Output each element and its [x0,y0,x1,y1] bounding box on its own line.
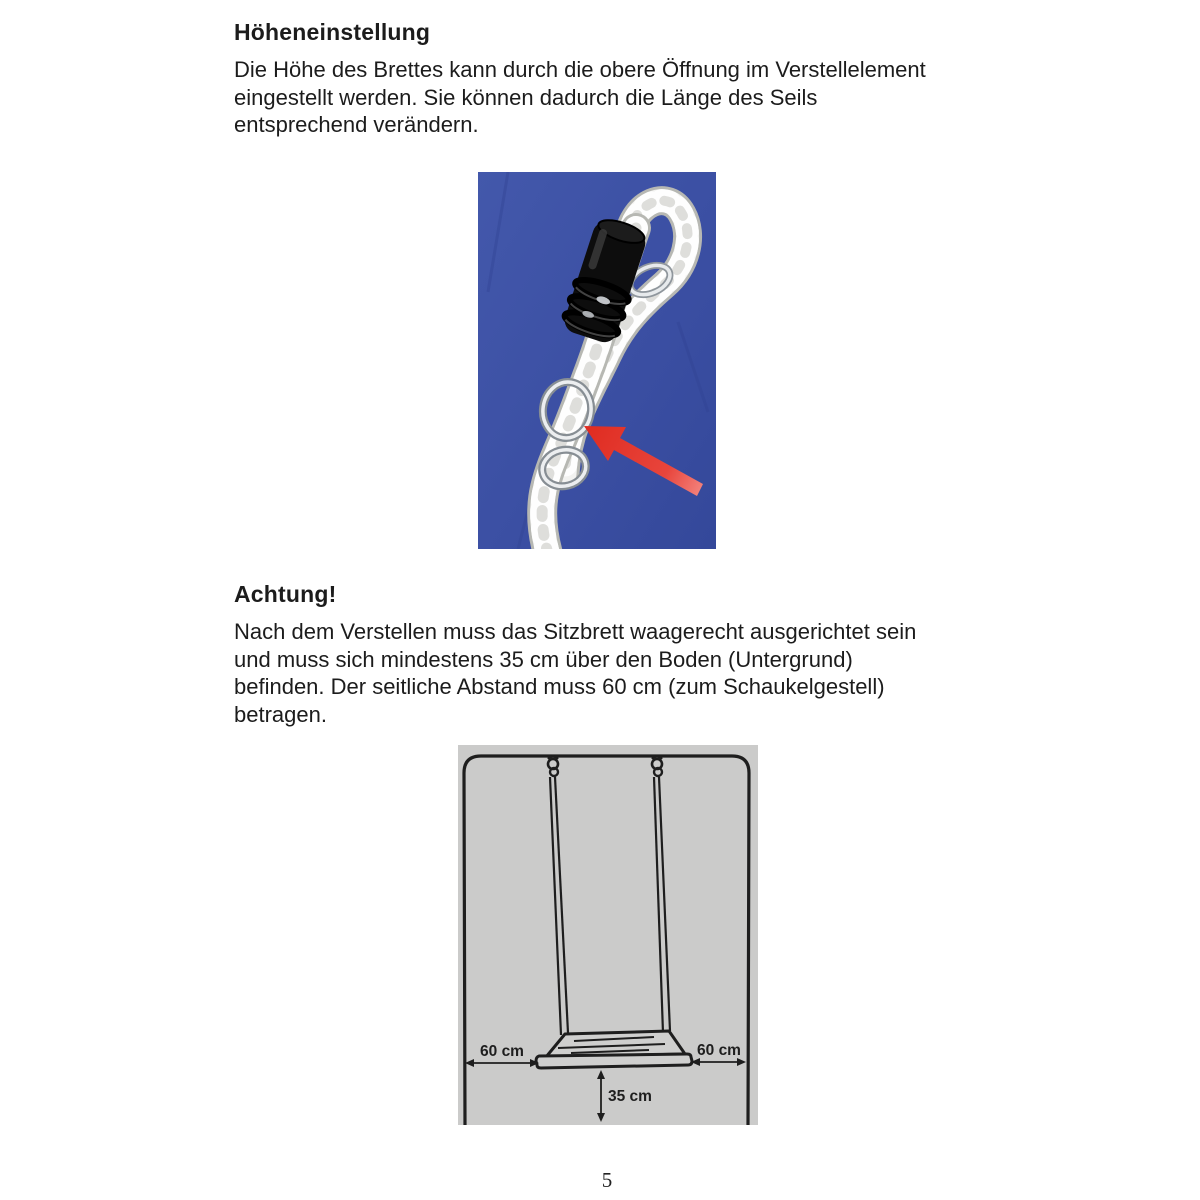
paragraph-line: Nach dem Verstellen muss das Sitzbrett waagerecht ausgerichtet sein [234,619,917,644]
section-height-paragraph [234,56,926,139]
section-height-heading: Höheneinstellung [234,19,431,46]
section-warning-heading: Achtung! [234,581,337,608]
paragraph-line: Die Höhe des Brettes kann durch die obere Öffnung im Verstellelement [234,57,926,82]
paragraph-line: befinden. Der seitliche Abstand muss 60 cm (zum Schaukelgestell) [234,674,885,699]
paragraph-line: entsprechend verändern. [234,112,479,137]
section-warning-paragraph [234,618,916,728]
dimension-left-label: 60 cm [480,1043,524,1060]
dimension-right-label: 60 cm [697,1042,741,1059]
paragraph-line: betragen. [234,701,327,727]
swing-clearance-diagram [458,745,758,1125]
dimension-ground-label: 35 cm [608,1088,652,1105]
rope-adjuster-photo [478,172,716,549]
paragraph-line: und muss sich mindestens 35 cm über den Boden (Untergrund) [234,646,853,672]
page-number: 5 [601,1168,613,1192]
paragraph-line: eingestellt werden. Sie können dadurch die Länge des Seils [234,84,818,110]
dimension-right [691,1042,746,1066]
